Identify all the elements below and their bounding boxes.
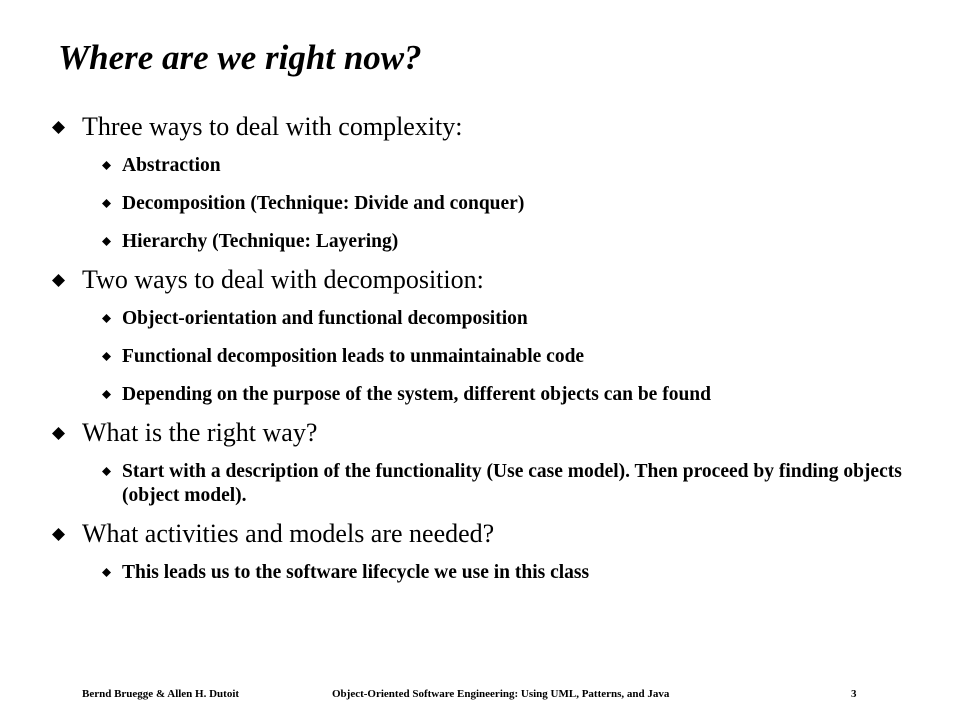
sub-bullet-item <box>82 192 920 216</box>
bullet-text: What activities and models are needed? <box>82 519 495 548</box>
small-diamond-bullet-icon <box>102 568 111 577</box>
sub-bullet-item <box>82 460 920 508</box>
small-diamond-bullet-icon <box>102 467 111 476</box>
small-diamond-bullet-icon <box>102 352 111 361</box>
footer-authors: Bernd Bruegge & Allen H. Dutoit <box>82 688 240 700</box>
small-diamond-bullet-icon <box>102 237 111 246</box>
bullet-item <box>50 265 920 407</box>
bullet-item <box>50 112 920 254</box>
slide-title: Where are we right now? <box>58 38 422 77</box>
small-diamond-bullet-icon <box>102 161 111 170</box>
sub-bullet-item <box>82 561 920 585</box>
small-diamond-bullet-icon <box>102 314 111 323</box>
sub-bullet-text: Start with a description of the functionality (Use case model). Then proceed by finding objects (object model). <box>122 461 902 506</box>
sub-bullet-list <box>82 154 920 254</box>
bullet-text: Two ways to deal with decomposition: <box>82 265 484 294</box>
sub-bullet-item <box>82 345 920 369</box>
sub-bullet-text: This leads us to the software lifecycle we use in this class <box>122 562 590 583</box>
sub-bullet-text: Hierarchy (Technique: Layering) <box>122 231 399 252</box>
sub-bullet-list <box>82 307 920 407</box>
sub-bullet-item <box>82 307 920 331</box>
bullet-text: Three ways to deal with complexity: <box>82 112 463 141</box>
footer-book-title: Object-Oriented Software Engineering: Using UML, Patterns, and Java <box>332 688 670 700</box>
diamond-bullet-icon <box>52 427 65 440</box>
sub-bullet-list <box>82 561 920 585</box>
sub-bullet-text: Depending on the purpose of the system, different objects can be found <box>122 384 711 405</box>
bullet-text: What is the right way? <box>82 418 318 447</box>
sub-bullet-text: Decomposition (Technique: Divide and conquer) <box>122 193 525 214</box>
sub-bullet-text: Abstraction <box>122 155 221 176</box>
diamond-bullet-icon <box>52 528 65 541</box>
diamond-bullet-icon <box>52 274 65 287</box>
page-number: 3 <box>851 688 857 700</box>
bullet-item <box>50 418 920 508</box>
sub-bullet-item <box>82 154 920 178</box>
small-diamond-bullet-icon <box>102 390 111 399</box>
sub-bullet-text: Functional decomposition leads to unmaintainable code <box>122 346 585 367</box>
bullet-outline <box>50 112 920 585</box>
sub-bullet-list <box>82 460 920 508</box>
diamond-bullet-icon <box>52 121 65 134</box>
small-diamond-bullet-icon <box>102 199 111 208</box>
sub-bullet-item <box>82 230 920 254</box>
sub-bullet-item <box>82 383 920 407</box>
bullet-item <box>50 519 920 585</box>
sub-bullet-text: Object-orientation and functional decomposition <box>122 308 528 329</box>
